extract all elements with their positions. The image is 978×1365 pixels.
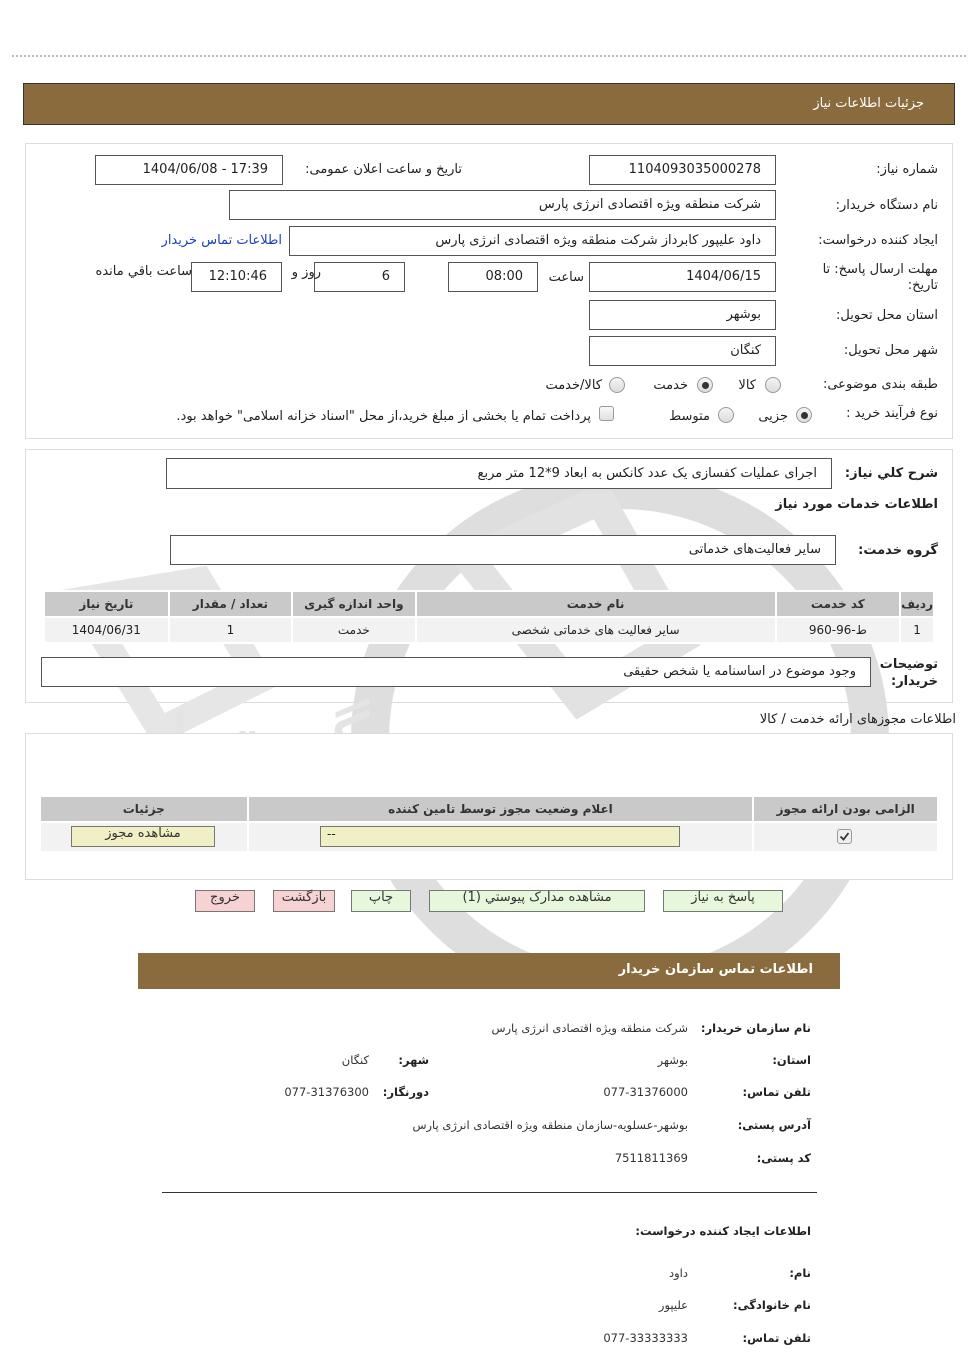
col-permit-required: الزامی بودن ارائه مجوز: [753, 796, 938, 822]
summary-field: اجرای عملیات کفسازی یک عدد کانکس به ابعاد 9*12 متر مربع: [166, 458, 832, 489]
contact-postal-label: کد پستی:: [756, 1151, 811, 1165]
col-need-date: تاریخ نیاز: [44, 591, 169, 617]
details-header-title: جزئیات اطلاعات نیاز: [813, 96, 924, 111]
buyer-org-field: شرکت منطقه ویژه اقتصادی انرژی پارس: [229, 190, 776, 220]
city-field: کنگان: [589, 336, 776, 366]
summary-label: شرح کلي نیاز:: [844, 466, 938, 481]
province-field: بوشهر: [589, 300, 776, 330]
deadline-label: مهلت ارسال پاسخ: تا تاریخ:: [822, 262, 938, 293]
creator-name-label: نام:: [789, 1266, 811, 1280]
col-unit: واحد اندازه گیری: [292, 591, 415, 617]
announce-date-field: 1404/06/08 - 17:39: [95, 155, 283, 185]
services-table: [43, 590, 935, 644]
process-option-minor: جزیی: [758, 409, 788, 424]
contact-org-label: نام سازمان خریدار:: [700, 1021, 811, 1035]
cell-row-number: 1: [900, 617, 934, 643]
back-button[interactable]: بازگشت: [273, 890, 335, 912]
deadline-date-field: 1404/06/15: [589, 262, 776, 292]
announce-date-label: تاریخ و ساعت اعلان عمومی:: [305, 162, 462, 177]
city-label: شهر محل تحویل:: [843, 343, 938, 358]
col-service-code: کد خدمت: [776, 591, 901, 617]
contact-divider: [162, 1192, 817, 1193]
creator-phone-label: تلفن تماس:: [742, 1331, 811, 1345]
col-permit-details: جزئیات: [40, 796, 248, 822]
permits-table-header: [40, 796, 938, 822]
cell-service-name: سایر فعالیت های خدماتی شخصی: [416, 617, 776, 643]
check-icon: [838, 830, 851, 843]
creator-name-value: داود: [669, 1266, 688, 1280]
contact-province-label: استان:: [772, 1053, 811, 1067]
need-number-label: شماره نیاز:: [876, 162, 938, 177]
category-radio-service[interactable]: [697, 377, 713, 393]
remaining-time-field: 12:10:46: [191, 262, 282, 292]
creator-info-title: اطلاعات ایجاد کننده درخواست:: [635, 1224, 811, 1238]
buyer-org-label: نام دستگاه خریدار:: [835, 198, 938, 213]
creator-family-label: نام خانوادگی:: [733, 1298, 811, 1312]
permit-status-field[interactable]: --: [320, 826, 680, 847]
contact-city-label: شهر:: [398, 1053, 429, 1067]
category-option-service: خدمت: [653, 378, 688, 393]
contact-header-title: اطلاعات تماس سازمان خریدار: [618, 962, 813, 977]
contact-province-value: بوشهر: [657, 1053, 688, 1067]
process-radio-minor[interactable]: [796, 407, 812, 423]
contact-address-value: بوشهر-عسلویه-سازمان منطقه ویژه اقتصادی انرژی پارس: [412, 1118, 688, 1132]
buyer-notes-field: وجود موضوع در اساسنامه یا شخص حقیقی: [41, 657, 871, 687]
need-number-field: 1104093035000278: [589, 155, 776, 185]
creator-label: ایجاد کننده درخواست:: [818, 233, 938, 248]
category-option-goods-service: کالا/خدمت: [545, 378, 602, 393]
exit-button[interactable]: خروج: [195, 890, 255, 912]
contact-phone-value: 077-31376000: [603, 1085, 688, 1099]
category-radio-goods-service[interactable]: [609, 377, 625, 393]
creator-family-value: علیپور: [658, 1298, 688, 1312]
treasury-payment-note: پرداخت تمام یا بخشی از مبلغ خرید،از محل "اسناد خزانه اسلامی" خواهد بود.: [176, 409, 591, 424]
process-option-medium: متوسط: [669, 409, 710, 424]
permit-required-checkbox: [837, 829, 852, 844]
cell-unit: خدمت: [292, 617, 415, 643]
creator-field: داود علیپور کابرداز شرکت منطقه ویژه اقتصادی انرژی پارس: [289, 226, 776, 256]
contact-address-label: آدرس پستی:: [737, 1118, 811, 1132]
service-group-field: سایر فعالیت‌های خدماتی: [170, 535, 836, 565]
view-permit-button[interactable]: مشاهده مجوز: [71, 826, 215, 847]
table-row: [44, 617, 934, 643]
deadline-time-label: ساعت: [548, 270, 584, 285]
cell-service-code: ط-96-960: [776, 617, 901, 643]
col-quantity: تعداد / مقدار: [169, 591, 292, 617]
deadline-time-field: 08:00: [448, 262, 538, 292]
buyer-contact-link[interactable]: اطلاعات تماس خریدار: [161, 233, 282, 248]
category-option-goods: کالا: [738, 378, 756, 393]
remaining-time-label: ساعت باقي مانده: [95, 264, 192, 279]
service-group-label: گروه خدمت:: [858, 543, 938, 558]
details-header-bar: [23, 83, 955, 125]
category-label: طبقه بندی موضوعی:: [822, 377, 938, 392]
services-section-title: اطلاعات خدمات مورد نیاز: [775, 497, 938, 512]
col-row-number: ردیف: [900, 591, 934, 617]
days-label: روز و: [291, 265, 321, 280]
contact-postal-value: 7511811369: [614, 1151, 688, 1165]
contact-header-bar: [138, 953, 840, 989]
col-service-name: نام خدمت: [416, 591, 776, 617]
contact-fax-label: دورنگار:: [382, 1085, 429, 1099]
buyer-notes-label: توضیحات خریدار:: [879, 657, 938, 689]
contact-fax-value: 077-31376300: [284, 1085, 369, 1099]
treasury-payment-checkbox[interactable]: [599, 406, 614, 421]
contact-phone-label: تلفن تماس:: [742, 1085, 811, 1099]
category-radio-goods[interactable]: [765, 377, 781, 393]
services-table-header: [44, 591, 934, 617]
process-radio-medium[interactable]: [718, 407, 734, 423]
permits-section-title: اطلاعات مجوزهای ارائه خدمت / کالا: [759, 712, 956, 727]
reply-to-need-button[interactable]: پاسخ به نیاز: [663, 890, 783, 912]
top-dotted-divider: [12, 55, 966, 57]
col-permit-status: اعلام وضعیت مجوز توسط تامین کننده: [248, 796, 754, 822]
cell-quantity: 1: [169, 617, 292, 643]
cell-need-date: 1404/06/31: [44, 617, 169, 643]
days-remaining-field: 6: [314, 262, 405, 292]
print-button[interactable]: چاپ: [351, 890, 411, 912]
contact-city-value: کنگان: [341, 1053, 369, 1067]
process-type-label: نوع فرآیند خرید :: [846, 406, 938, 421]
view-attachments-button[interactable]: مشاهده مدارک پیوستي (1): [429, 890, 645, 912]
contact-org-value: شرکت منطقه ویژه اقتصادی انرژی پارس: [491, 1021, 688, 1035]
province-label: استان محل تحویل:: [836, 308, 938, 323]
creator-phone-value: 077-33333333: [603, 1331, 688, 1345]
